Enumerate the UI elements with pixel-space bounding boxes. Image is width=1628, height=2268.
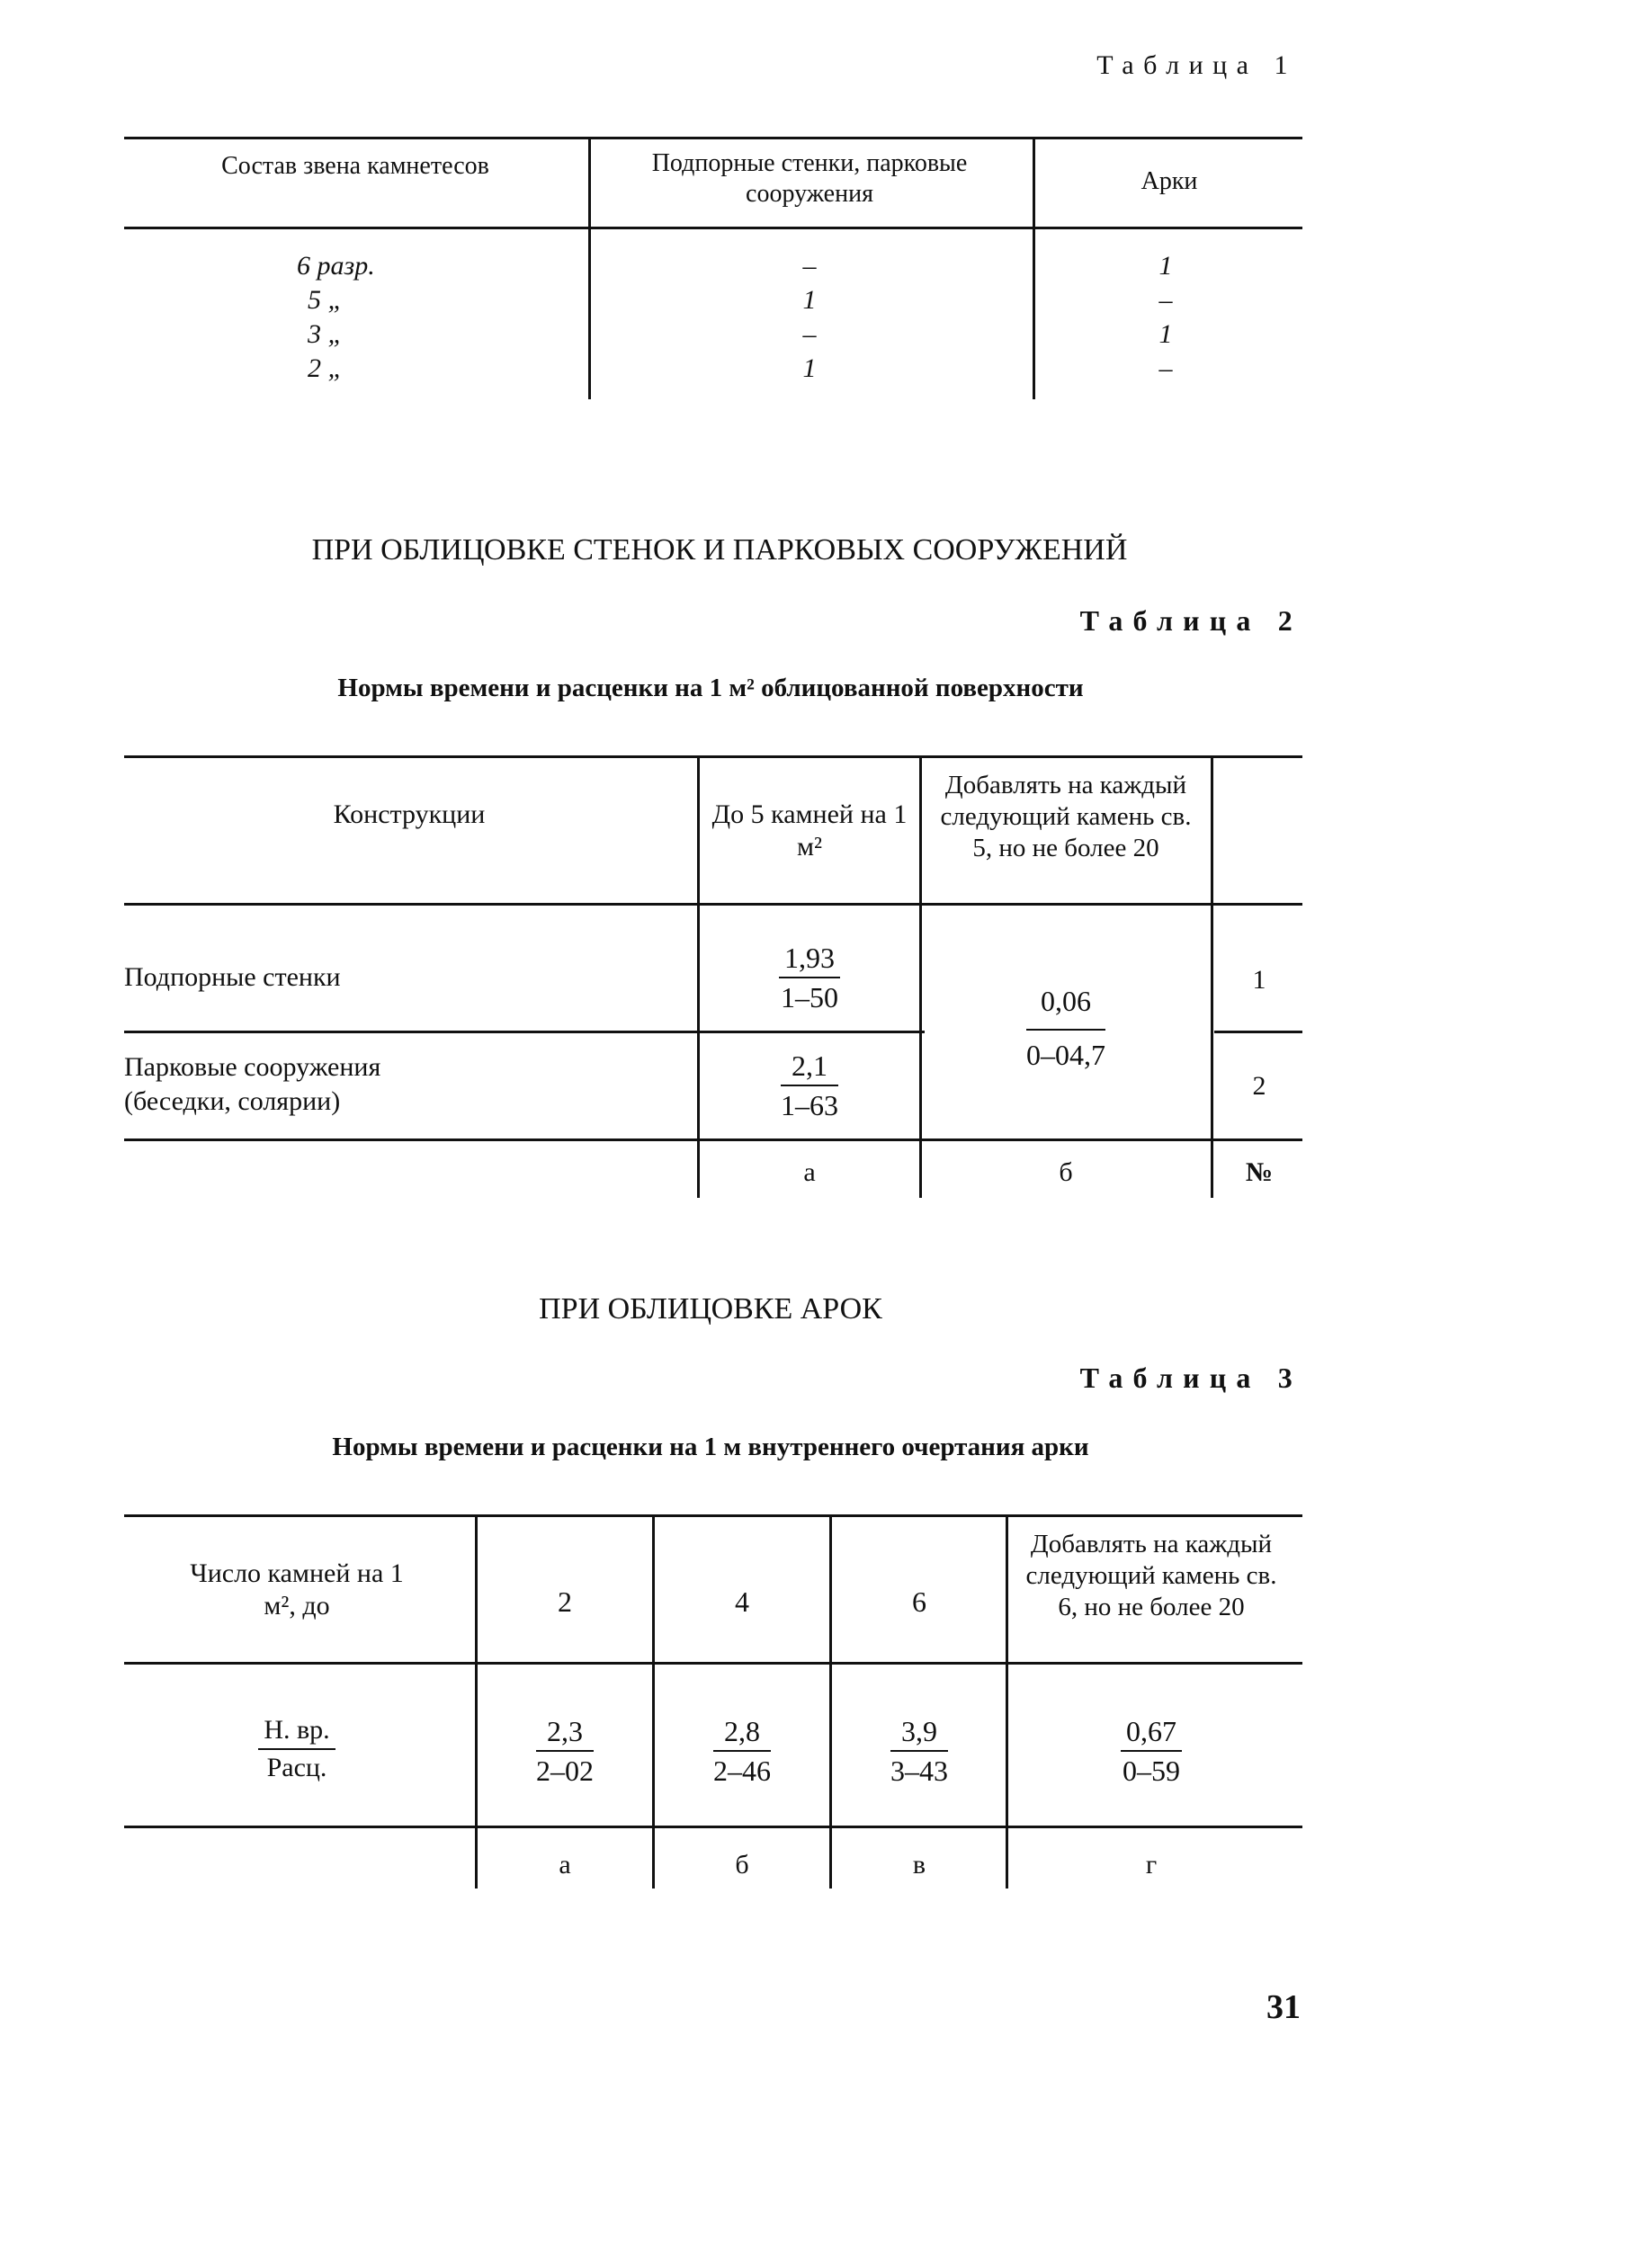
table1-cell: – bbox=[802, 251, 817, 281]
table1-cell: 1 bbox=[802, 285, 817, 315]
table3-top-rule bbox=[124, 1514, 1302, 1517]
table3-fraction bbox=[478, 1714, 652, 1789]
table2-subtitle: Нормы времени и расценки на 1 м² облицованной поверхности bbox=[337, 674, 1084, 702]
table3-fraction bbox=[655, 1714, 829, 1789]
table1-cell: – bbox=[1158, 285, 1173, 315]
table1-cell: 1 bbox=[1158, 319, 1173, 349]
table3-footer-cell: б bbox=[735, 1850, 749, 1880]
table3-rate: 2–46 bbox=[713, 1755, 771, 1788]
table3-subtitle: Нормы времени и расценки на 1 м внутреннего очертания арки bbox=[332, 1433, 1089, 1461]
table3-header-value: 6 bbox=[912, 1585, 926, 1618]
table3-footer-cell: а bbox=[559, 1850, 571, 1880]
table3-caption: Таблица 3 bbox=[1079, 1362, 1302, 1394]
table3-bottom-rule bbox=[124, 1826, 1302, 1828]
table3-norm-label: Н. вр. bbox=[258, 1714, 335, 1750]
table2-col-divider-2 bbox=[919, 755, 922, 1198]
page-number: 31 bbox=[1266, 1988, 1301, 2026]
table2-fraction bbox=[711, 1049, 908, 1123]
table1-header-rule bbox=[124, 227, 1302, 229]
table3-norm: 2,8 bbox=[713, 1714, 771, 1752]
table1-row-label: 6 разр. bbox=[297, 251, 375, 281]
table1-col-divider-2 bbox=[1033, 137, 1035, 399]
table1-caption: Таблица 1 bbox=[1096, 50, 1297, 80]
table3-col-divider-1 bbox=[475, 1514, 478, 1889]
table2-header-rule bbox=[124, 903, 1302, 906]
table2-row-number: 1 bbox=[1252, 965, 1266, 995]
table2-top-rule bbox=[124, 755, 1302, 758]
table3-footer-cell: г bbox=[1145, 1850, 1158, 1880]
table3-norm: 0,67 bbox=[1121, 1714, 1182, 1752]
table2-header-constructions: Конструкции bbox=[333, 799, 486, 829]
table2-header-up-to-5 bbox=[711, 799, 908, 863]
table3-rate-label: Расц. bbox=[266, 1753, 327, 1782]
table3-rate: 3–43 bbox=[890, 1755, 948, 1788]
table2-footer-cell: № bbox=[1245, 1157, 1274, 1187]
section-title: ПРИ ОБЛИЦОВКЕ СТЕНОК И ПАРКОВЫХ СООРУЖЕНИЙ bbox=[311, 533, 1128, 567]
table2-row-number: 2 bbox=[1252, 1071, 1266, 1101]
table2-footer-cell: а bbox=[803, 1157, 816, 1187]
table1-header-walls: Подпорные стенки, парковые сооружения bbox=[651, 149, 968, 208]
table2-row-rule-number bbox=[1214, 1031, 1302, 1033]
table2-merged-fraction bbox=[935, 984, 1196, 1073]
table1-cell: 1 bbox=[802, 353, 817, 383]
table3-footer-cell: в bbox=[912, 1850, 926, 1880]
table1-cell: – bbox=[802, 319, 817, 349]
table3-header-add: Добавлять на каждый следующий камень св. 6, но не более 20 bbox=[1025, 1530, 1277, 1621]
table2-bottom-rule bbox=[124, 1138, 1302, 1141]
table3-norm: 3,9 bbox=[890, 1714, 948, 1752]
table1-row-label: 2 „ bbox=[308, 353, 344, 383]
table3-header-rule bbox=[124, 1662, 1302, 1665]
table1-row-label: 3 „ bbox=[308, 319, 344, 349]
table2-row-label: Парковые сооружения (беседки, солярии) bbox=[124, 1052, 381, 1116]
table2-row-label: Подпорные стенки bbox=[124, 962, 341, 992]
table2-caption: Таблица 2 bbox=[1079, 604, 1302, 637]
table3-header-value: 2 bbox=[558, 1585, 572, 1618]
table3-col-divider-3 bbox=[829, 1514, 832, 1889]
table2-header-up-to-5-text: До 5 камней на 1 м² bbox=[711, 799, 908, 862]
table3-fraction bbox=[1016, 1714, 1286, 1789]
table2-rate: 1–63 bbox=[781, 1089, 838, 1122]
table2-row-rule bbox=[124, 1031, 925, 1033]
table3-header-value: 4 bbox=[735, 1585, 749, 1618]
table3-col-divider-2 bbox=[652, 1514, 655, 1889]
section-title: ПРИ ОБЛИЦОВКЕ АРОК bbox=[539, 1292, 882, 1326]
table2-rate: 0–04,7 bbox=[1026, 1039, 1105, 1072]
table3-row-label bbox=[180, 1714, 414, 1784]
table1-header-arches: Арки bbox=[1140, 167, 1198, 195]
table3-fraction bbox=[832, 1714, 1006, 1789]
table3-header-stones: Число камней на 1 м², до bbox=[190, 1558, 404, 1621]
table2-fraction bbox=[711, 941, 908, 1015]
table1-row-label: 5 „ bbox=[308, 285, 344, 315]
table1-cell: 1 bbox=[1158, 251, 1173, 281]
table2-norm: 2,1 bbox=[781, 1049, 838, 1086]
table3-rate: 0–59 bbox=[1123, 1755, 1180, 1788]
table2-rate: 1–50 bbox=[781, 981, 838, 1014]
table2-col-divider-3 bbox=[1211, 755, 1213, 1198]
table3-col-divider-4 bbox=[1006, 1514, 1008, 1889]
table2-norm: 0,06 bbox=[1026, 984, 1105, 1031]
table2-header-add: Добавлять на каждый следующий камень св. 5, но не более 20 bbox=[940, 771, 1192, 862]
table1-cell: – bbox=[1158, 353, 1173, 383]
table2-norm: 1,93 bbox=[779, 941, 840, 978]
table2-col-divider-1 bbox=[697, 755, 700, 1198]
table2-footer-cell: б bbox=[1059, 1157, 1073, 1187]
table3-rate: 2–02 bbox=[536, 1755, 594, 1788]
table1-top-rule bbox=[124, 137, 1302, 139]
table1-col-divider-1 bbox=[588, 137, 591, 399]
table1-header-composition: Состав звена камнетесов bbox=[221, 152, 489, 180]
table3-norm: 2,3 bbox=[536, 1714, 594, 1752]
